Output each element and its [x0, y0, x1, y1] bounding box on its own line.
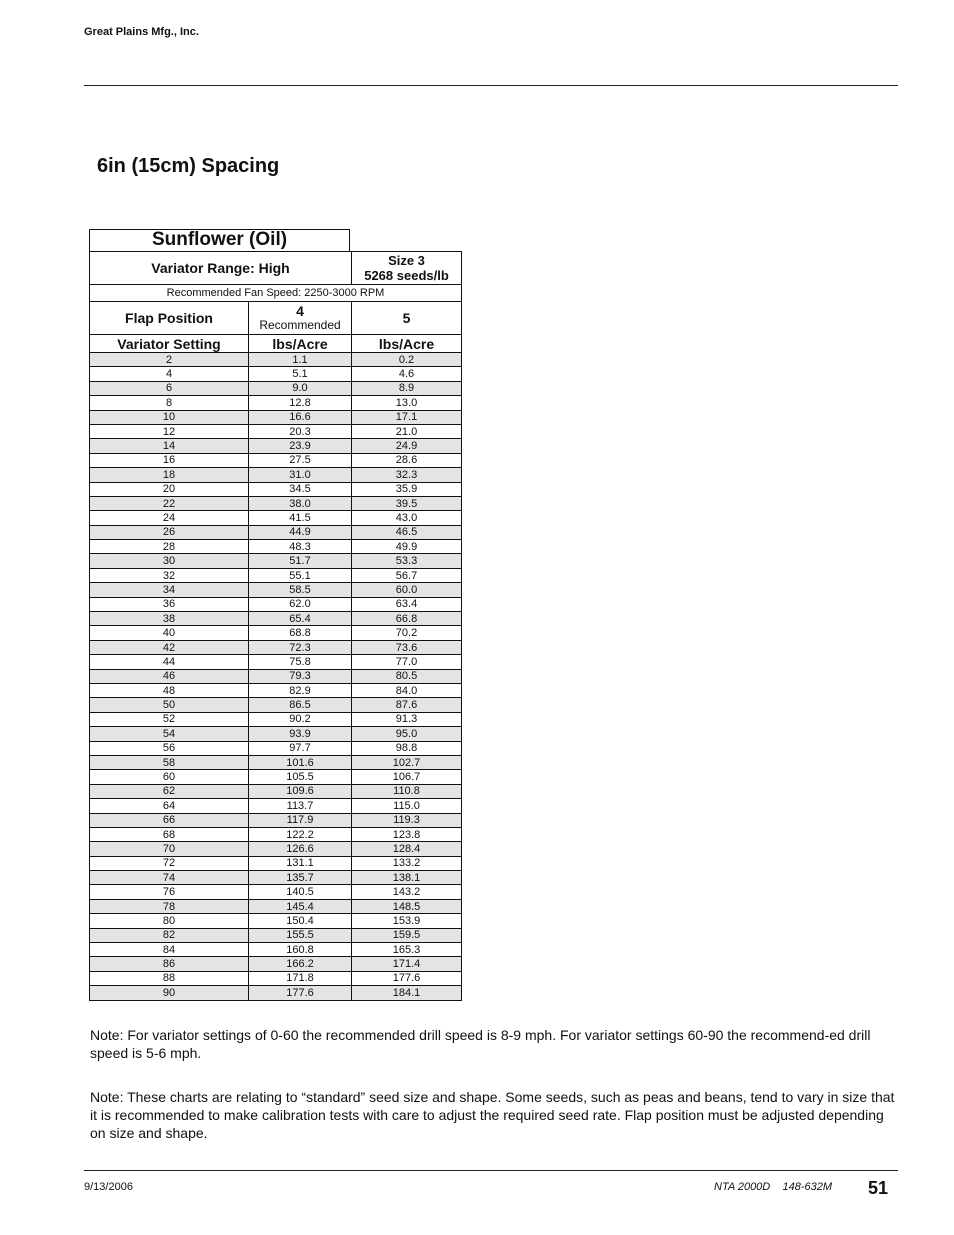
variator-setting-cell: 34 [90, 583, 249, 597]
variator-setting-cell: 64 [90, 799, 249, 813]
table-row [90, 655, 462, 669]
table-row [90, 626, 462, 640]
table-row [90, 727, 462, 741]
rate-flap5-cell: 43.0 [352, 511, 462, 525]
variator-setting-cell: 60 [90, 770, 249, 784]
rate-flap4-cell: 5.1 [249, 367, 352, 381]
table-row [90, 367, 462, 381]
rate-flap5-cell: 13.0 [352, 396, 462, 410]
rate-flap4-cell: 93.9 [249, 727, 352, 741]
rate-flap4-cell: 62.0 [249, 597, 352, 611]
table-row [90, 640, 462, 654]
table-row [90, 755, 462, 769]
table-body [90, 353, 462, 1001]
table-row [90, 856, 462, 870]
flap-a-number: 4 [296, 303, 304, 319]
variator-setting-cell: 40 [90, 626, 249, 640]
variator-setting-cell: 42 [90, 640, 249, 654]
footer-rule [84, 1170, 898, 1171]
table-row [90, 568, 462, 582]
variator-setting-cell: 72 [90, 856, 249, 870]
variator-setting-cell: 46 [90, 669, 249, 683]
table-row [90, 957, 462, 971]
table-row [90, 525, 462, 539]
rate-flap4-cell: 31.0 [249, 468, 352, 482]
seed-size [352, 252, 462, 285]
rate-flap5-cell: 77.0 [352, 655, 462, 669]
table-row [90, 928, 462, 942]
table-row [90, 482, 462, 496]
variator-setting-cell: 84 [90, 943, 249, 957]
rate-flap4-cell: 113.7 [249, 799, 352, 813]
table-row [90, 741, 462, 755]
variator-setting-cell: 8 [90, 396, 249, 410]
rate-flap5-cell: 87.6 [352, 698, 462, 712]
table-row [90, 698, 462, 712]
rate-flap5-cell: 106.7 [352, 770, 462, 784]
variator-setting-cell: 90 [90, 986, 249, 1000]
rate-flap4-cell: 101.6 [249, 755, 352, 769]
variator-setting-cell: 88 [90, 971, 249, 985]
table-row [90, 468, 462, 482]
table-row [90, 885, 462, 899]
rate-flap5-cell: 165.3 [352, 943, 462, 957]
rate-flap5-cell: 24.9 [352, 439, 462, 453]
variator-setting-cell: 82 [90, 928, 249, 942]
rate-flap5-cell: 17.1 [352, 410, 462, 424]
variator-setting-cell: 28 [90, 540, 249, 554]
table-row [90, 540, 462, 554]
rate-flap4-cell: 55.1 [249, 568, 352, 582]
table-row [90, 496, 462, 510]
rate-flap5-cell: 143.2 [352, 885, 462, 899]
table-row [90, 871, 462, 885]
rate-flap4-cell: 105.5 [249, 770, 352, 784]
rate-flap5-cell: 98.8 [352, 741, 462, 755]
rate-flap4-cell: 109.6 [249, 784, 352, 798]
variator-range: Variator Range: High [90, 252, 352, 285]
footer-date: 9/13/2006 [84, 1181, 133, 1193]
company-name: Great Plains Mfg., Inc. [84, 26, 199, 38]
table-row [90, 511, 462, 525]
rate-flap5-cell: 56.7 [352, 568, 462, 582]
rate-flap4-cell: 51.7 [249, 554, 352, 568]
variator-setting-cell: 86 [90, 957, 249, 971]
table-row [90, 827, 462, 841]
rate-flap5-cell: 138.1 [352, 871, 462, 885]
seed-size-label: Size 3 [388, 253, 425, 268]
rate-flap4-cell: 41.5 [249, 511, 352, 525]
variator-setting-cell: 20 [90, 482, 249, 496]
lbs-acre-header-b: lbs/Acre [352, 335, 462, 353]
rate-flap4-cell: 90.2 [249, 712, 352, 726]
rate-flap4-cell: 126.6 [249, 842, 352, 856]
variator-setting-cell: 36 [90, 597, 249, 611]
rate-flap4-cell: 131.1 [249, 856, 352, 870]
fan-speed: Recommended Fan Speed: 2250-3000 RPM [90, 285, 462, 302]
rate-flap5-cell: 80.5 [352, 669, 462, 683]
table-row [90, 424, 462, 438]
rate-flap4-cell: 122.2 [249, 827, 352, 841]
variator-setting-cell: 58 [90, 755, 249, 769]
rate-flap4-cell: 58.5 [249, 583, 352, 597]
table-row [90, 770, 462, 784]
rate-flap4-cell: 23.9 [249, 439, 352, 453]
rate-flap5-cell: 148.5 [352, 899, 462, 913]
lbs-acre-header-a: lbs/Acre [249, 335, 352, 353]
table-row [90, 971, 462, 985]
variator-setting-cell: 38 [90, 612, 249, 626]
rate-flap4-cell: 155.5 [249, 928, 352, 942]
rate-flap4-cell: 79.3 [249, 669, 352, 683]
variator-setting-cell: 68 [90, 827, 249, 841]
note-seed-size: Note: These charts are relating to “standard” seed size and shape. Some seeds, such as peas and beans, tend to vary in size that it is recommended to make calibration tests with care to adjust the required seed rate. Flap position must be adjusted depending on size and shape. [90, 1089, 895, 1141]
table-row [90, 554, 462, 568]
rate-flap4-cell: 150.4 [249, 914, 352, 928]
rate-flap4-cell: 117.9 [249, 813, 352, 827]
rate-flap5-cell: 184.1 [352, 986, 462, 1000]
table-row [90, 410, 462, 424]
table-row [90, 712, 462, 726]
rate-flap5-cell: 128.4 [352, 842, 462, 856]
variator-setting-cell: 18 [90, 468, 249, 482]
rate-flap4-cell: 68.8 [249, 626, 352, 640]
rate-flap4-cell: 20.3 [249, 424, 352, 438]
rate-flap5-cell: 102.7 [352, 755, 462, 769]
variator-setting-cell: 52 [90, 712, 249, 726]
rate-flap4-cell: 72.3 [249, 640, 352, 654]
rate-flap4-cell: 177.6 [249, 986, 352, 1000]
variator-setting-cell: 30 [90, 554, 249, 568]
rate-flap5-cell: 53.3 [352, 554, 462, 568]
rate-flap4-cell: 75.8 [249, 655, 352, 669]
flap-position-4 [249, 302, 352, 335]
rate-flap4-cell: 160.8 [249, 943, 352, 957]
rate-flap5-cell: 177.6 [352, 971, 462, 985]
table-row [90, 986, 462, 1000]
rate-flap5-cell: 32.3 [352, 468, 462, 482]
rate-flap4-cell: 48.3 [249, 540, 352, 554]
rate-flap4-cell: 97.7 [249, 741, 352, 755]
rate-flap5-cell: 153.9 [352, 914, 462, 928]
table-row [90, 439, 462, 453]
rate-flap4-cell: 34.5 [249, 482, 352, 496]
variator-setting-cell: 44 [90, 655, 249, 669]
table-row [90, 396, 462, 410]
rate-flap5-cell: 95.0 [352, 727, 462, 741]
rate-flap5-cell: 21.0 [352, 424, 462, 438]
rate-flap5-cell: 110.8 [352, 784, 462, 798]
variator-setting-cell: 6 [90, 381, 249, 395]
table-row [90, 381, 462, 395]
table-row [90, 612, 462, 626]
variator-setting-cell: 66 [90, 813, 249, 827]
rate-flap4-cell: 140.5 [249, 885, 352, 899]
variator-setting-cell: 4 [90, 367, 249, 381]
flap-position-5: 5 [352, 302, 462, 335]
variator-setting-header: Variator Setting [90, 335, 249, 353]
rate-flap5-cell: 63.4 [352, 597, 462, 611]
rate-flap5-cell: 123.8 [352, 827, 462, 841]
rate-flap5-cell: 8.9 [352, 381, 462, 395]
variator-setting-cell: 56 [90, 741, 249, 755]
rate-flap5-cell: 73.6 [352, 640, 462, 654]
rate-flap5-cell: 171.4 [352, 957, 462, 971]
page-number: 51 [868, 1178, 889, 1198]
table-row [90, 914, 462, 928]
variator-setting-cell: 76 [90, 885, 249, 899]
variator-setting-cell: 80 [90, 914, 249, 928]
rate-flap4-cell: 166.2 [249, 957, 352, 971]
table-row [90, 683, 462, 697]
rate-flap4-cell: 44.9 [249, 525, 352, 539]
rate-flap5-cell: 119.3 [352, 813, 462, 827]
rate-flap5-cell: 115.0 [352, 799, 462, 813]
rate-flap5-cell: 0.2 [352, 353, 462, 367]
variator-setting-cell: 12 [90, 424, 249, 438]
table-row [90, 813, 462, 827]
rate-flap5-cell: 46.5 [352, 525, 462, 539]
variator-setting-cell: 24 [90, 511, 249, 525]
rate-flap4-cell: 16.6 [249, 410, 352, 424]
rate-table [89, 251, 462, 1001]
table-row [90, 353, 462, 367]
variator-setting-cell: 62 [90, 784, 249, 798]
section-title: 6in (15cm) Spacing [97, 155, 280, 177]
flap-a-recommended: Recommended [259, 318, 341, 332]
rate-flap5-cell: 159.5 [352, 928, 462, 942]
variator-setting-cell: 2 [90, 353, 249, 367]
table-row [90, 453, 462, 467]
rate-flap5-cell: 133.2 [352, 856, 462, 870]
variator-setting-cell: 54 [90, 727, 249, 741]
seeds-per-lb: 5268 seeds/lb [364, 268, 449, 283]
variator-setting-cell: 70 [90, 842, 249, 856]
variator-setting-cell: 78 [90, 899, 249, 913]
variator-setting-cell: 14 [90, 439, 249, 453]
rate-flap4-cell: 27.5 [249, 453, 352, 467]
variator-setting-cell: 16 [90, 453, 249, 467]
rate-flap5-cell: 60.0 [352, 583, 462, 597]
rate-flap4-cell: 65.4 [249, 612, 352, 626]
rate-flap4-cell: 145.4 [249, 899, 352, 913]
table-row [90, 943, 462, 957]
variator-setting-cell: 32 [90, 568, 249, 582]
rate-flap4-cell: 135.7 [249, 871, 352, 885]
flap-position-label: Flap Position [90, 302, 249, 335]
rate-flap5-cell: 91.3 [352, 712, 462, 726]
rate-flap4-cell: 9.0 [249, 381, 352, 395]
note-drill-speed: Note: For variator settings of 0-60 the recommended drill speed is 8-9 mph. For variator settings 60-90 the recommend-ed drill speed is 5-6 mph. [90, 1027, 871, 1061]
table-row [90, 583, 462, 597]
rate-flap4-cell: 86.5 [249, 698, 352, 712]
seed-rate-table [89, 229, 461, 1001]
rate-flap4-cell: 12.8 [249, 396, 352, 410]
rate-flap4-cell: 1.1 [249, 353, 352, 367]
footer-docref: NTA 2000D 148-632M [714, 1181, 833, 1193]
table-row [90, 799, 462, 813]
rate-flap4-cell: 82.9 [249, 683, 352, 697]
rate-flap4-cell: 38.0 [249, 496, 352, 510]
rate-flap5-cell: 39.5 [352, 496, 462, 510]
table-row [90, 597, 462, 611]
table-row [90, 899, 462, 913]
variator-setting-cell: 48 [90, 683, 249, 697]
variator-setting-cell: 10 [90, 410, 249, 424]
rate-flap5-cell: 84.0 [352, 683, 462, 697]
table-row [90, 784, 462, 798]
table-row [90, 669, 462, 683]
crop-title: Sunflower (Oil) [89, 229, 350, 251]
variator-setting-cell: 22 [90, 496, 249, 510]
rate-flap5-cell: 28.6 [352, 453, 462, 467]
rate-flap5-cell: 4.6 [352, 367, 462, 381]
rate-flap5-cell: 35.9 [352, 482, 462, 496]
rate-flap5-cell: 66.8 [352, 612, 462, 626]
variator-setting-cell: 74 [90, 871, 249, 885]
rate-flap5-cell: 70.2 [352, 626, 462, 640]
header-rule [84, 85, 898, 86]
variator-setting-cell: 50 [90, 698, 249, 712]
rate-flap4-cell: 171.8 [249, 971, 352, 985]
rate-flap5-cell: 49.9 [352, 540, 462, 554]
variator-setting-cell: 26 [90, 525, 249, 539]
table-row [90, 842, 462, 856]
